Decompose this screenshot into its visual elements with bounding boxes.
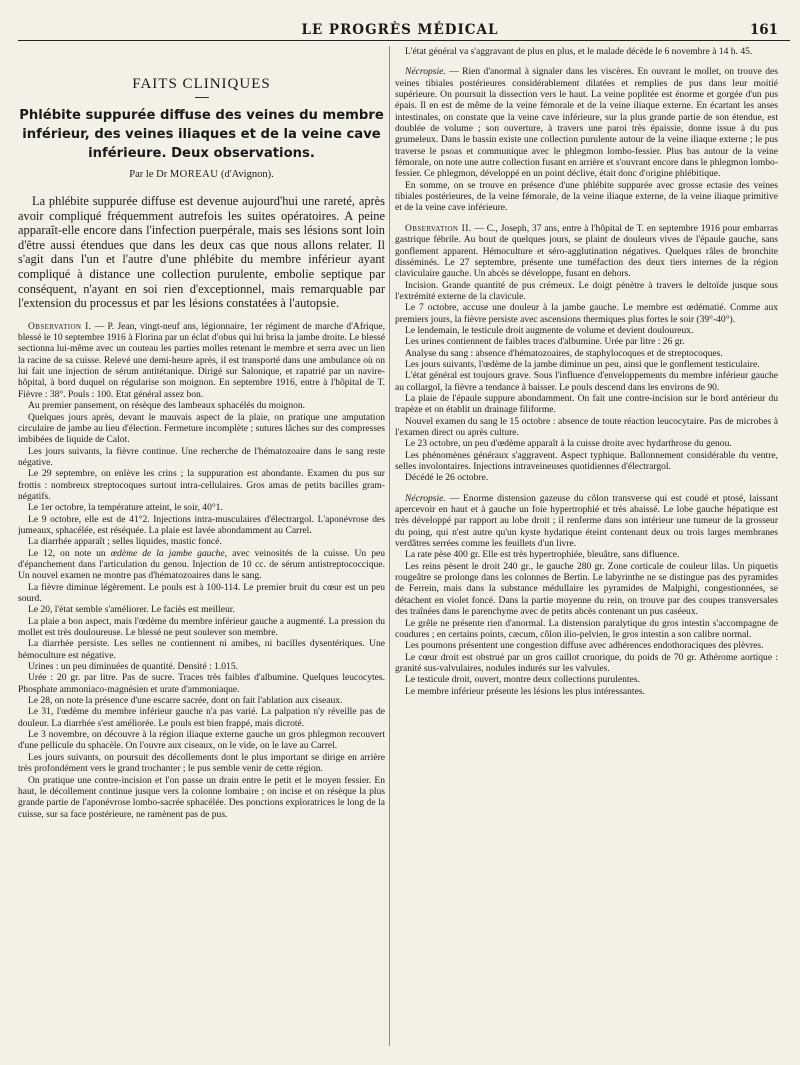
paragraph: Incision. Grande quantité de pus crémeux. Le doigt pénètre à travers le deltoïde jusque sous l'extrémité externe de la clavicule.	[395, 279, 778, 302]
necropsie-label: Nécropsie.	[405, 492, 446, 504]
heading-dash	[195, 97, 209, 98]
paragraph-oedeme	[18, 548, 385, 582]
intro-paragraph: La phlébite suppurée diffuse est devenue aujourd'hui une rareté, après avoir compliqué fréquemment autrefois les suites opératoires. A peine apparaît-elle encore dans l'infection puerpérale, mais ses lésions sont loin d'être aussi étendues que dans les deux cas que nous allons relater. Il s'agit dans l'un et l'autre d'une phlébite du membre inférieur ayant compliqué à distance une collection purulente, embolie septique par conséquent, n'ayant en soi rien d'exceptionnel, mais remarquable par l'extension du processus et par les lésions constatées à l'autopsie.	[18, 194, 385, 311]
paragraph: Urée : 20 gr. par litre. Pas de sucre. Traces très faibles d'albumine. Quelques leucocytes. Phosphate ammoniaco-magnésien et urate d'ammoniaque.	[18, 672, 385, 695]
paragraph: Le cœur droit est obstrué par un gros caillot cruorique, du poids de 70 gr. Athérome aortique : granité sus-valvulaires, nodules indurés sur les valvules.	[395, 651, 778, 674]
paragraph: Le membre inférieur présente les lésions les plus intéressantes.	[405, 685, 645, 697]
paragraph: Les phénomènes généraux s'aggravent. Aspect typhique. Ballonnement considérable du ventre, selles involontaires. Injections intraveineuses quotidiennes d'électrargol.	[395, 449, 778, 473]
paragraph: Le 7 octobre, accuse une douleur à la jambe gauche. Le membre est œdématié. Comme aux premiers jours, la fièvre persiste avec ascensions thermiques plus fortes le soir (39°-40°).	[395, 302, 778, 325]
necropsie-label: Nécropsie.	[405, 66, 446, 78]
column-divider	[389, 46, 390, 1046]
section-heading: FAITS CLINIQUES	[132, 76, 271, 92]
paragraph: La diarrhée persiste. Les selles ne contiennent ni amibes, ni bacilles dysentériques. Une hémoculture est négative.	[18, 638, 385, 661]
paragraph: L'état général va s'aggravant de plus en plus, et le malade décède le 6 novembre à 14 h. 45.	[405, 46, 753, 57]
paragraph: On pratique une contre-incision et l'on passe un drain entre le petit et le moyen fessier. En haut, le décollement continue jusque vers la colonne lombaire ; on incise et on résèque la plus grande partie de l'aponévrose lombo-sacrée sphacélée. Des ponctions exploratrices le long de la cuisse, sur sa face postérieure, ne ramènent pas de pus.	[18, 774, 385, 820]
text-span: Le 12, on note un	[28, 547, 111, 559]
paragraph: Le 9 octobre, elle est de 41°2. Injections intra-musculaires d'électrargol. L'aponévrose des jumeaux, sphacélée, est réséquée. La plaie est lavée abondamment au Carrel.	[18, 513, 385, 536]
paragraph: Au premier pansement, on résèque des lambeaux sphacélés du moignon.	[28, 400, 306, 412]
paragraph: Les urines contiennent de faibles traces d'albumine. Urée par litre : 26 gr.	[405, 336, 685, 348]
observation-1-paragraph	[18, 321, 385, 400]
byline	[18, 169, 385, 180]
paragraph: Les poumons présentent une congestion diffuse avec adhérences endothoraciques des plèvres.	[405, 640, 764, 652]
necropsie-1-paragraph	[395, 66, 778, 179]
paragraph: Le testicule droit, ouvert, montre deux collections purulentes.	[405, 674, 640, 686]
paragraph: Les jours suivants, la fièvre continue. Une recherche de l'hématozoaire dans le sang reste négative.	[18, 445, 385, 468]
paragraph: Le 1er octobre, la température atteint, le soir, 40°1.	[28, 502, 223, 514]
paragraph: Décédé le 26 octobre.	[405, 472, 489, 484]
paragraph: Nouvel examen du sang le 15 octobre : absence de toute réaction leucocytaire. Pas de microbes à l'examen direct ou après culture.	[395, 415, 778, 438]
paragraph: Le 20, l'état semble s'améliorer. Le faciès est meilleur.	[28, 604, 235, 616]
header-rule	[18, 40, 790, 41]
right-column	[395, 46, 778, 697]
observation-2-label: Observation II.	[405, 222, 472, 234]
paragraph: Analyse du sang : absence d'hématozoaires, de staphylocoques et de streptocoques.	[405, 347, 723, 359]
paragraph: Le 31, l'œdème du membre inférieur gauche n'a pas varié. La palpation n'y réveille pas de douleur. La diarrhée s'est améliorée. Le pouls est bien frappé, mais dicroté.	[18, 706, 385, 729]
paragraph: Les jours suivants, l'œdème de la jambe diminue un peu, ainsi que le gonflement testiculaire.	[405, 358, 760, 370]
page-number: 161	[749, 22, 778, 38]
paragraph: Le 28, on note la présence d'une escarre sacrée, dont on fait l'ablation aux ciseaux.	[28, 695, 343, 707]
journal-title: LE PROGRÈS MÉDICAL	[301, 22, 499, 38]
observation-1-text: — P. Jean, vingt-neuf ans, légionnaire, 1er régiment de marche d'Afrique, blessé le 10 septembre 1916 à Florina par un éclat d'obus qui lui brisa la jambe droite. Le blessé sectionna lui-même avec un couteau les parties molles retenant le membre et serra avec un lien la racine de sa cuisse. Relevé une demi-heure après, il est transporté dans une ambulance où on lui fait une injection de sérum antitétanique. Dirigé sur Salonique, et rapatrié par un navire-hôpital, à bord duquel on régularise son moignon. En septembre 1916, entre à l'hôpital de T. Fièvre : 38°. Pouls : 100. Etat général assez bon.	[18, 320, 385, 400]
observation-2-text: — C., Joseph, 37 ans, entre à l'hôpital de T. en septembre 1916 pour embarras gastrique fébrile. Au bout de quelques jours, se plaint de douleurs vives de l'épaule gauche, sans gonflement apparent. Hémoculture et séro-agglutination négatives. Quelques râles de bronchite disséminés. Le 27 septembre, présente une tuméfaction des deux tiers internes de la région claviculaire gauche. Un abcès se développe, fusant en dehors.	[395, 222, 778, 280]
necropsie-text: — Enorme distension gazeuse du côlon transverse qui est coudé et ptosé, laissant apercevoir en haut et à gauche un foie hypertrophié et très abaissé. Le lobe gauche hépatique est très développé par rapport au lobe droit ; il renferme dans son intérieur une tumeur de la grosseur du poing, qui n'est autre qu'un kyste hydatique éteint contenant deux ou trois larges membranes verdâtres serrées comme les feuillets d'un livre.	[395, 492, 778, 550]
necropsie-2-paragraph	[395, 493, 778, 550]
byline-prefix: Par le Dr	[129, 169, 168, 180]
author-name: MOREAU	[169, 169, 219, 180]
summary-paragraph: En somme, on se trouve en présence d'une phlébite suppurée avec grosse ectasie des veines tibiales postérieures, de la veine fémorale, de la veine iliaque externe, de la veine iliaque primitive et de la veine cave inférieure.	[395, 179, 778, 214]
paragraph: La diarrhée apparaît ; selles liquides, mastic foncé.	[28, 536, 222, 548]
byline-suffix: (d'Avignon).	[220, 169, 274, 180]
page-header	[0, 22, 800, 40]
paragraph: Urines : un peu diminuées de quantité. Densité : 1.015.	[28, 661, 238, 673]
left-column	[18, 46, 385, 820]
paragraph: Quelques jours après, devant le mauvais aspect de la plaie, on pratique une amputation circulaire de jambe au lieu d'élection. Fermeture incomplète ; sutures lâches sur des compresses imbibées de liquide de Calot.	[18, 411, 385, 446]
paragraph: Le 23 octobre, un peu d'œdème apparaît à la cuisse droite avec hydarthrose du genou.	[405, 438, 732, 450]
paragraph: La fièvre diminue légèrement. Le pouls est à 100-114. Le premier bruit du cœur est un peu sourd.	[18, 581, 385, 604]
necropsie-text: — Rien d'anormal à signaler dans les viscères. En ouvrant le mollet, on trouve des veines tibiales postérieures considérablement dilatées et remplies de pus dans leur moitié supérieure. On poursuit la dissection vers le haut. La veine poplitée est énorme et gorgée d'un pus épais. Il en est de même de la veine fémorale et de la veine iliaque externe. En écartant les anses intestinales, on constate que la veine cave inférieure, sur la plus grande partie de son étendue, est doublée de volume ; son ouverture, à travers une paroi très épaissie, donne issue à du pus grumeleux. Dans le bassin existe une collection purulente autour de la veine iliaque externe ; le pus traverse le psoas et communique avec le phlegmon lombo-fessier. Plus bas autour de la veine fémorale, on note une autre collection fusant en arrière et s'ouvrant encore dans le phlegmon lombo-fessier. Ce phlegmon, développé en un point déclive, était donc d'origine phlébitique.	[395, 66, 778, 180]
paragraph: Les jours suivants, on poursuit des décollements dont le plus important se dirige en arrière très profondément vers le grand trochanter ; le pus semble venir de cette région.	[18, 751, 385, 775]
paragraph: La rate pèse 400 gr. Elle est très hypertrophiée, bleuâtre, sans difluence.	[405, 549, 680, 561]
paragraph: Le 29 septembre, on enlève les crins ; la suppuration est abondante. Examen du pus sur frottis : nombreux streptocoques surtout intra-cellulaires. Gros amas de petits bacilles gram-négatifs.	[18, 468, 385, 502]
paragraph: Les reins pèsent le droit 240 gr., le gauche 280 gr. Zone corticale de couleur lilas. Un piquetis rougeâtre se prolonge dans les colonnes de Bertin. Le labyrinthe ne se distingue pas des pyramides de Ferrein, mais dans la substance médullaire les pyramides de Malpighi, congestionnées, se détachent en violet foncé. Dans la partie moyenne du rein, on trouve par des coupes transversales des traînées dans le parenchyme avec de petits abcès contenant un pus caséeux.	[395, 560, 778, 618]
paragraph: Le lendemain, le testicule droit augmente de volume et devient douloureux.	[405, 324, 694, 336]
article-title: Phlébite suppurée diffuse des veines du membre inférieur, des veines iliaques et de la veine cave inférieure. Deux observations.	[19, 108, 384, 161]
observation-1-label: Observation I.	[28, 320, 92, 332]
paragraph: Le 3 novembre, on découvre à la région iliaque externe gauche un gros phlegmon recouvert d'une pellicule du sphacèle. On l'ouvre aux ciseaux, on le vide, on le lave au Carrel.	[18, 729, 385, 752]
paragraph: L'état général est toujours grave. Sous l'influence d'enveloppements du membre inférieur gauche au collargol, la fièvre a tendance à baisser. Le pouls descend dans les environs de 90.	[395, 370, 778, 393]
italic-span: œdème de la jambe gauche	[110, 547, 225, 559]
text-span: , avec veinosités de la cuisse. Un peu d'épanchement dans l'articulation du genou. Injection de 10 cc. de sérum antistreptococcique. Un nouvel examen ne montre pas d'hématozoaires dans le sang.	[18, 547, 385, 582]
paragraph: Le grêle ne présente rien d'anormal. La distension paralytique du gros intestin s'accompagne de coudures ; en certains points, cæcum, côlon ilio-pelvien, le gros intestin a son calibre normal.	[395, 617, 778, 640]
paragraph: La plaie a bon aspect, mais l'œdème du membre inférieur gauche a augmenté. La pression du mollet est très douloureuse. Le blessé ne peut soulever son membre.	[18, 615, 385, 639]
paragraph: La plaie de l'épaule suppure abondamment. On fait une contre-incision sur le bord antérieur du trapèze et on établit un drainage filiforme.	[395, 392, 778, 416]
observation-2-paragraph	[395, 223, 778, 280]
